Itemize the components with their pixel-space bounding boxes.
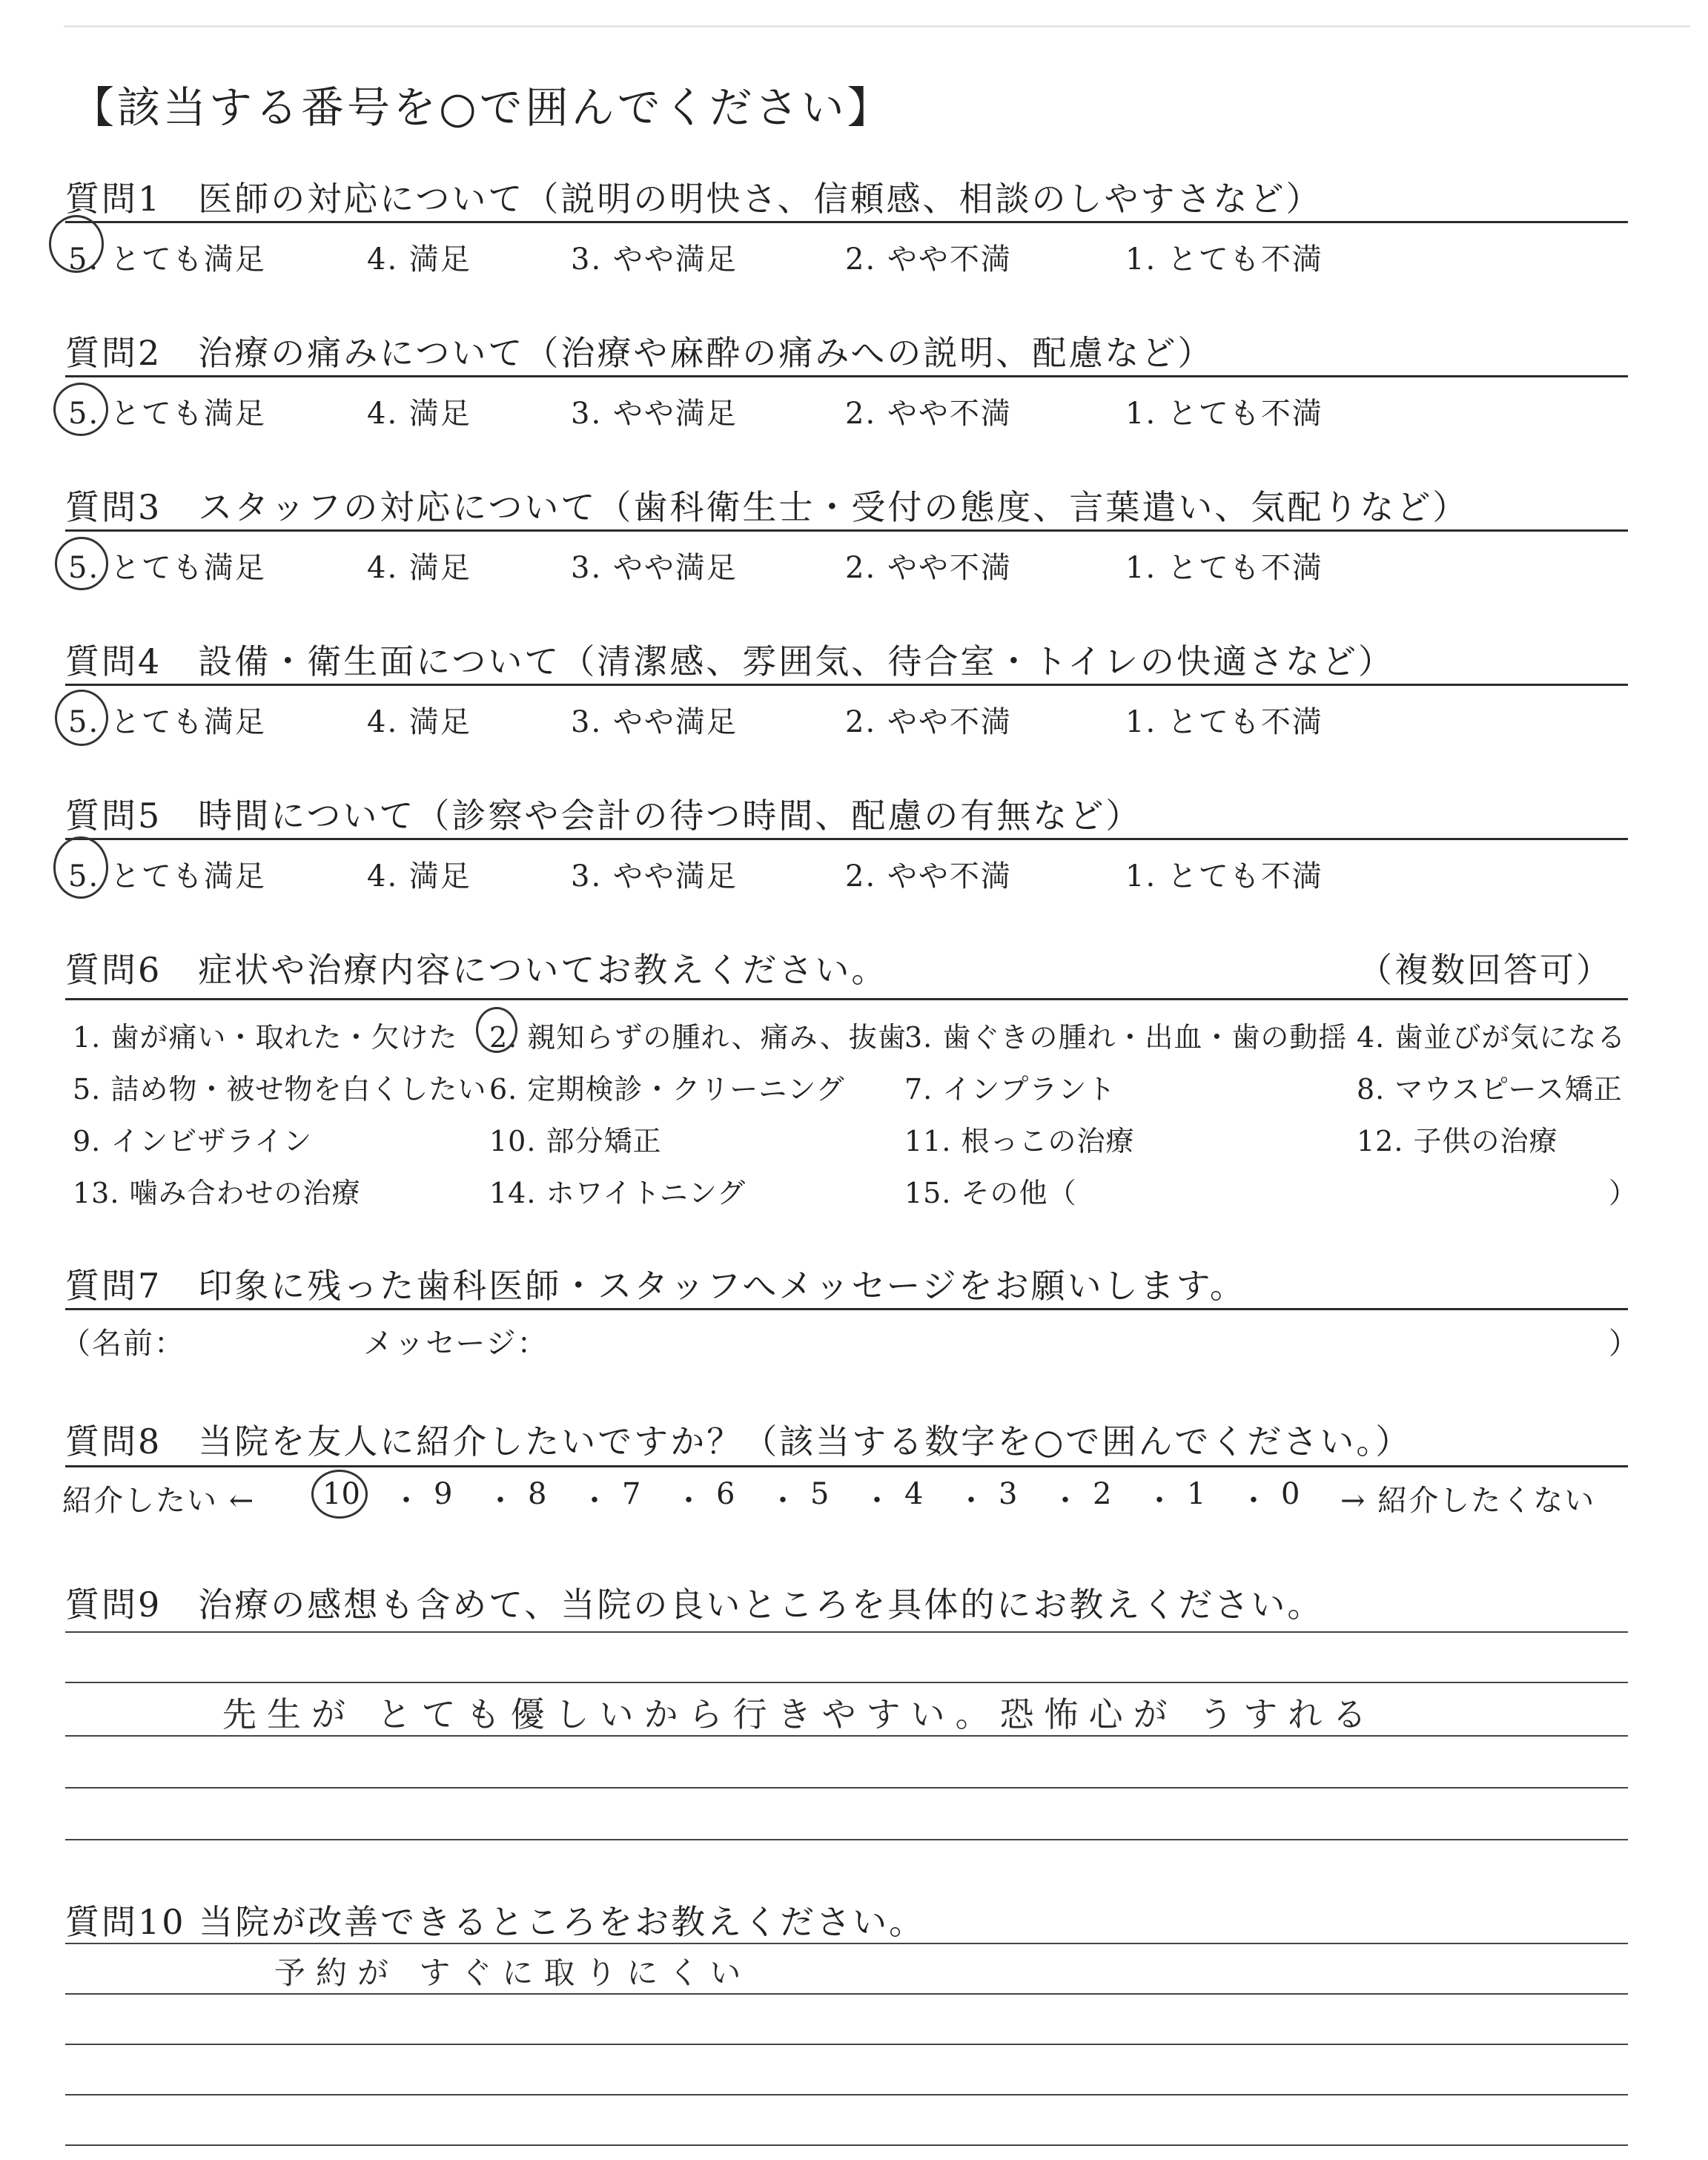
q8-scale-4[interactable]: 4 [904, 1477, 924, 1511]
q9-line-3 [65, 1735, 1628, 1737]
top-border [64, 25, 1690, 27]
question-3-rule [65, 529, 1628, 532]
q7-message-field[interactable]: メッセージ： [363, 1327, 549, 1361]
q6-item-1[interactable]: 1. 歯が痛い・取れた・欠けた [73, 1021, 458, 1054]
q2-option-5[interactable]: 5. とても満足 [68, 397, 266, 431]
q8-scale-0[interactable]: 0 [1281, 1477, 1300, 1511]
q8-sep: ・ [1050, 1484, 1080, 1518]
q4-option-3[interactable]: 3. やや満足 [571, 705, 738, 739]
q3-option-4[interactable]: 4. 満足 [367, 551, 471, 585]
q1-option-3[interactable]: 3. やや満足 [571, 242, 738, 277]
question-1-label: 質問1 医師の対応について（説明の明快さ、信頼感、相談のしやすさなど） [65, 179, 1323, 219]
q5-option-5[interactable]: 5. とても満足 [68, 859, 266, 894]
q10-line-4 [65, 2094, 1628, 2095]
question-1-rule [65, 221, 1628, 223]
q5-option-4[interactable]: 4. 満足 [367, 859, 471, 894]
q6-item-15-close: ） [1609, 1177, 1638, 1209]
q8-sep: ・ [768, 1484, 798, 1518]
q10-line-2 [65, 1993, 1628, 1995]
q2-option-4[interactable]: 4. 満足 [367, 397, 471, 431]
q6-item-6[interactable]: 6. 定期検診・クリーニング [489, 1073, 845, 1106]
q6-selected-circle [476, 1007, 517, 1053]
q6-item-8[interactable]: 8. マウスピース矯正 [1357, 1073, 1623, 1106]
q10-line-1 [65, 1943, 1628, 1944]
q8-scale-10[interactable]: 10 [322, 1477, 360, 1511]
q3-selected-circle [55, 537, 108, 590]
question-7-rule [65, 1308, 1628, 1310]
q8-selected-circle [311, 1470, 368, 1519]
question-5-label: 質問5 時間について（診察や会計の待つ時間、配慮の有無など） [65, 796, 1142, 836]
q8-scale-7[interactable]: 7 [622, 1477, 641, 1511]
q8-right-label: → 紹介したくない [1340, 1484, 1596, 1518]
q5-option-3[interactable]: 3. やや満足 [571, 859, 738, 894]
q8-scale-1[interactable]: 1 [1187, 1477, 1206, 1511]
q9-line-1 [65, 1631, 1628, 1633]
question-2-rule [65, 375, 1628, 377]
q10-line-3 [65, 2044, 1628, 2045]
q1-selected-circle [49, 215, 104, 273]
q4-option-2[interactable]: 2. やや不満 [845, 705, 1012, 739]
q9-line-2 [65, 1682, 1628, 1683]
q2-option-2[interactable]: 2. やや不満 [845, 397, 1012, 431]
question-5-rule [65, 838, 1628, 840]
q2-option-1[interactable]: 1. とても不満 [1125, 397, 1323, 431]
q8-sep: ・ [956, 1484, 986, 1518]
q6-item-5[interactable]: 5. 詰め物・被せ物を白くしたい [73, 1073, 487, 1106]
q5-option-2[interactable]: 2. やや不満 [845, 859, 1012, 894]
q8-scale-3[interactable]: 3 [999, 1477, 1018, 1511]
q8-scale-9[interactable]: 9 [434, 1477, 453, 1511]
q6-item-13[interactable]: 13. 噛み合わせの治療 [73, 1177, 361, 1209]
question-9-label: 質問9 治療の感想も含めて、当院の良いところを具体的にお教えください。 [65, 1585, 1324, 1625]
q8-scale-5[interactable]: 5 [810, 1477, 830, 1511]
q9-line-4 [65, 1787, 1628, 1789]
q7-name-field[interactable]: （名前： [61, 1327, 185, 1361]
q9-line-5 [65, 1839, 1628, 1840]
q3-option-3[interactable]: 3. やや満足 [571, 551, 738, 585]
q4-option-5[interactable]: 5. とても満足 [68, 705, 266, 739]
q7-close-paren: ） [1609, 1327, 1640, 1361]
question-10-label: 質問10 当院が改善できるところをお教えください。 [65, 1902, 926, 1942]
q6-item-15[interactable]: 15. その他（ [904, 1177, 1077, 1209]
q4-option-1[interactable]: 1. とても不満 [1125, 705, 1323, 739]
q9-handwritten-answer[interactable]: 先生が とても優しいから行きやすい。恐怖心が うすれる [222, 1694, 1377, 1734]
q4-selected-circle [55, 690, 108, 746]
q8-scale-2[interactable]: 2 [1093, 1477, 1112, 1511]
q8-sep: ・ [1239, 1484, 1268, 1518]
q1-option-4[interactable]: 4. 満足 [367, 242, 471, 277]
q6-item-3[interactable]: 3. 歯ぐきの腫れ・出血・歯の動揺 [904, 1021, 1348, 1054]
q6-item-7[interactable]: 7. インプラント [904, 1073, 1116, 1106]
q10-handwritten-answer[interactable]: 予約が すぐに取りにくい [274, 1955, 752, 1991]
q8-left-label: 紹介したい ← [62, 1484, 256, 1518]
q5-option-1[interactable]: 1. とても不満 [1125, 859, 1323, 894]
q6-item-10[interactable]: 10. 部分矯正 [489, 1125, 662, 1157]
q8-sep: ・ [862, 1484, 892, 1518]
question-4-rule [65, 684, 1628, 686]
q1-option-5[interactable]: 5. とても満足 [68, 242, 266, 277]
q8-sep: ・ [391, 1484, 421, 1518]
question-8-rule [65, 1465, 1628, 1467]
form-title: 【該当する番号を○で囲んでください】 [71, 82, 893, 133]
q8-scale-8[interactable]: 8 [528, 1477, 547, 1511]
q2-option-3[interactable]: 3. やや満足 [571, 397, 738, 431]
q10-line-5 [65, 2144, 1628, 2146]
q3-option-2[interactable]: 2. やや不満 [845, 551, 1012, 585]
q1-option-1[interactable]: 1. とても不満 [1125, 242, 1323, 277]
question-8-label: 質問8 当院を友人に紹介したいですか？（該当する数字を○で囲んでください。） [65, 1421, 1412, 1462]
q6-item-2[interactable]: 2. 親知らずの腫れ、痛み、抜歯 [489, 1021, 907, 1054]
q3-option-5[interactable]: 5. とても満足 [68, 551, 266, 585]
q4-option-4[interactable]: 4. 満足 [367, 705, 471, 739]
q8-sep: ・ [580, 1484, 609, 1518]
q8-sep: ・ [1145, 1484, 1174, 1518]
q8-sep: ・ [486, 1484, 515, 1518]
q1-option-2[interactable]: 2. やや不満 [845, 242, 1012, 277]
question-4-label: 質問4 設備・衛生面について（清潔感、雰囲気、待合室・トイレの快適さなど） [65, 641, 1395, 681]
question-6-note: （複数回答可） [1358, 950, 1612, 990]
question-6-label: 質問6 症状や治療内容についてお教えください。 [65, 950, 888, 990]
question-2-label: 質問2 治療の痛みについて（治療や麻酔の痛みへの説明、配慮など） [65, 333, 1214, 373]
q3-option-1[interactable]: 1. とても不満 [1125, 551, 1323, 585]
q6-item-9[interactable]: 9. インビザライン [73, 1125, 313, 1157]
question-3-label: 質問3 スタッフの対応について（歯科衛生士・受付の態度、言葉遣い、気配りなど） [65, 487, 1469, 527]
q5-selected-circle [53, 836, 108, 899]
q6-item-12[interactable]: 12. 子供の治療 [1357, 1125, 1558, 1157]
q6-item-4[interactable]: 4. 歯並びが気になる [1357, 1021, 1626, 1054]
q8-scale-6[interactable]: 6 [716, 1477, 735, 1511]
q6-item-11[interactable]: 11. 根っこの治療 [904, 1125, 1135, 1157]
q2-selected-circle [53, 383, 108, 436]
question-7-label: 質問7 印象に残った歯科医師・スタッフへメッセージをお願いします。 [65, 1266, 1246, 1306]
q6-item-14[interactable]: 14. ホワイトニング [489, 1177, 747, 1209]
q8-sep: ・ [674, 1484, 704, 1518]
question-6-rule [65, 998, 1628, 1000]
